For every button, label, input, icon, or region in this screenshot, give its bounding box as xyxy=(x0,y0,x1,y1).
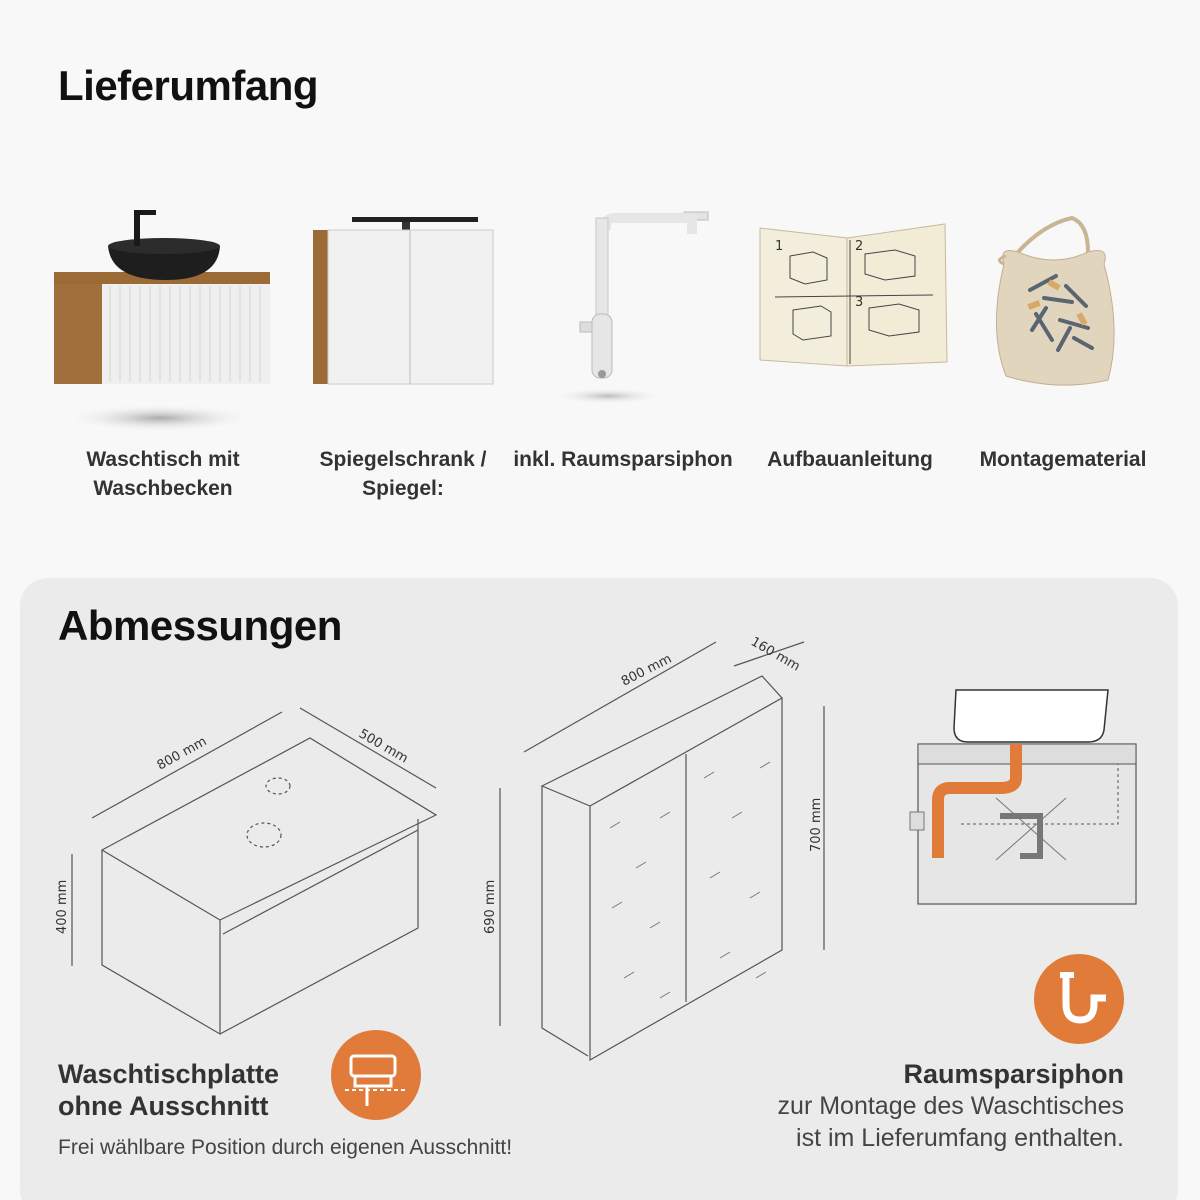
item-label: Montagematerial xyxy=(979,448,1147,471)
vanity-depth-label: 500 mm xyxy=(356,726,411,767)
manual-step-2: 2 xyxy=(855,239,864,254)
vanity-width-label: 800 mm xyxy=(154,734,210,774)
page-title: Lieferumfang xyxy=(58,62,319,109)
feature-right-subtitle-1: zur Montage des Waschtisches xyxy=(777,1092,1124,1120)
item-siphon xyxy=(508,180,738,510)
item-label: Waschtisch mit Waschbecken xyxy=(86,448,240,500)
vanity-dimension-drawing xyxy=(72,708,436,1034)
cabinet-width-label: 800 mm xyxy=(619,651,675,690)
siphon-icon xyxy=(508,180,738,440)
siphon-pipe-icon xyxy=(1034,954,1124,1044)
item-mounting-material xyxy=(948,180,1178,510)
feature-right-subtitle-2: ist im Lieferumfang enthalten. xyxy=(796,1124,1124,1152)
cabinet-total-height-label: 700 mm xyxy=(809,797,824,852)
screw-bag-icon xyxy=(948,180,1178,440)
feature-left-title-1: Waschtischplatte xyxy=(58,1059,280,1089)
cabinet-depth-label: 160 mm xyxy=(748,634,803,675)
manual-step-3: 3 xyxy=(855,295,864,310)
item-label: inkl. Raumsparsiphon xyxy=(513,448,733,471)
manual-step-1: 1 xyxy=(775,239,784,254)
siphon-diagram xyxy=(910,690,1136,904)
dimensions-title: Abmessungen xyxy=(58,602,342,649)
vanity-unit-icon xyxy=(48,180,278,440)
cabinet-body-height-label: 690 mm xyxy=(483,879,498,934)
vanity-height-label: 400 mm xyxy=(55,879,70,934)
item-manual xyxy=(735,180,965,510)
item-vanity xyxy=(48,180,278,510)
dimensions-panel xyxy=(20,578,1178,1200)
item-label: Spiegelschrank / Spiegel: xyxy=(319,448,487,500)
feature-left-subtitle: Frei wählbare Position durch eigenen Ausschnitt! xyxy=(58,1136,513,1159)
mirror-cabinet-icon xyxy=(288,180,518,440)
item-label: Aufbauanleitung xyxy=(767,448,933,471)
manual-icon xyxy=(735,180,965,440)
feature-right-title: Raumsparsiphon xyxy=(903,1059,1124,1089)
mirror-reflection-marks xyxy=(610,762,770,998)
item-mirror-cabinet xyxy=(288,180,518,510)
feature-left-title-2: ohne Ausschnitt xyxy=(58,1091,269,1121)
jigsaw-icon xyxy=(331,1030,421,1120)
